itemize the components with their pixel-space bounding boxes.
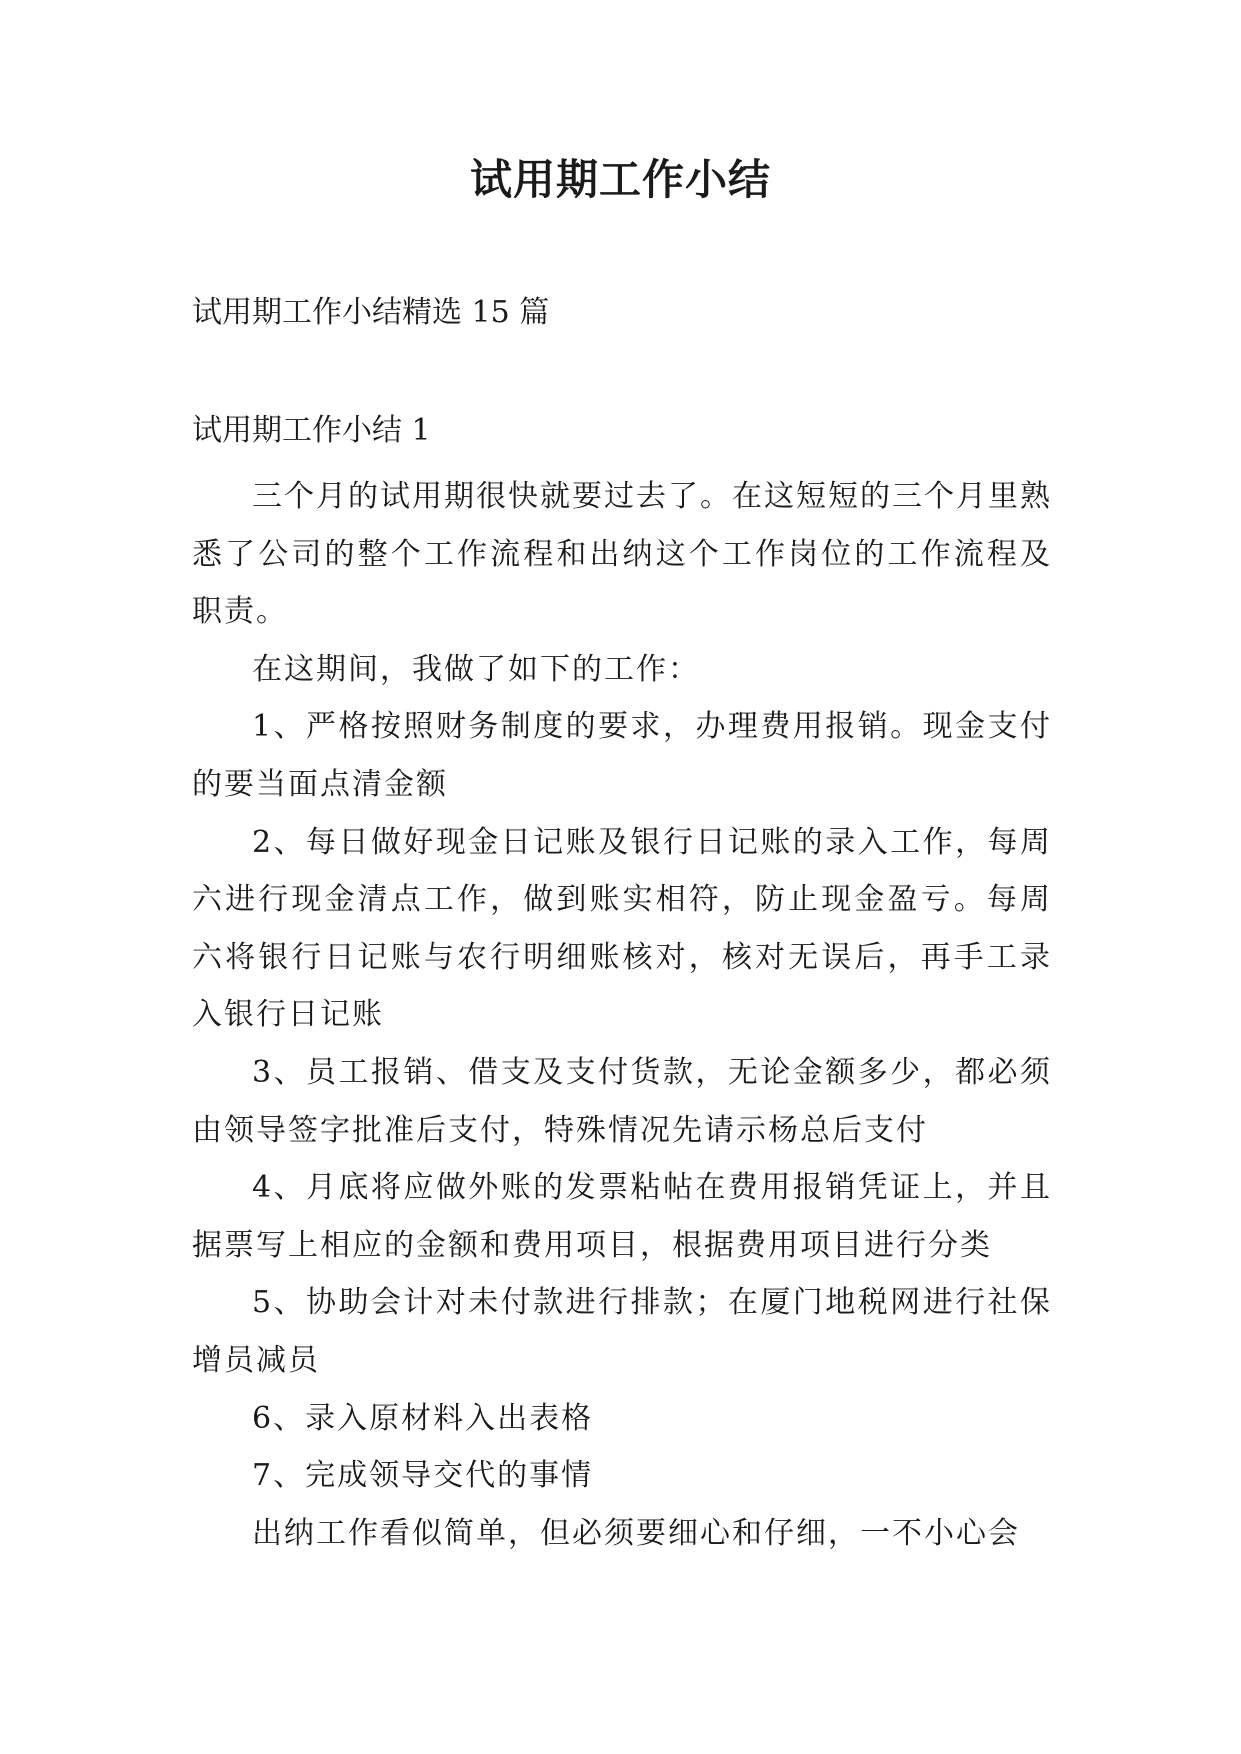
paragraph: 在这期间，我做了如下的工作： bbox=[252, 651, 700, 687]
paragraph: 4、月底将应做外账的发票粘帖在费用报销凭证上，并且据票写上相应的金额和费用项目，根据费用项目进行分类 bbox=[192, 1170, 1052, 1263]
paragraph: 6、录入原材料入出表格 bbox=[252, 1400, 594, 1436]
paragraph: 三个月的试用期很快就要过去了。在这短短的三个月里熟悉了公司的整个工作流程和出纳这个工作岗位的工作流程及职责。 bbox=[192, 479, 1052, 630]
document-subtitle: 试用期工作小结精选 15 篇 bbox=[192, 295, 550, 330]
section-heading: 试用期工作小结 1 bbox=[192, 413, 431, 448]
paragraph: 1、严格按照财务制度的要求，办理费用报销。现金支付的要当面点清金额 bbox=[192, 709, 1052, 802]
document-title: 试用期工作小结 bbox=[469, 155, 771, 204]
paragraph: 5、协助会计对未付款进行排款；在厦门地税网进行社保增员减员 bbox=[192, 1285, 1052, 1378]
paragraph: 3、员工报销、借支及支付货款，无论金额多少，都必须由领导签字批准后支付，特殊情况先请示杨总后支付 bbox=[192, 1054, 1052, 1148]
paragraph: 7、完成领导交代的事情 bbox=[252, 1458, 594, 1494]
section-body bbox=[192, 468, 1052, 1562]
paragraph: 2、每日做好现金日记账及银行日记账的录入工作，每周六进行现金清点工作，做到账实相符，防止现金盈亏。每周六将银行日记账与农行明细账核对，核对无误后，再手工录入银行日记账 bbox=[192, 824, 1052, 1033]
paragraph: 出纳工作看似简单，但必须要细心和仔细，一不小心会 bbox=[252, 1515, 1020, 1551]
